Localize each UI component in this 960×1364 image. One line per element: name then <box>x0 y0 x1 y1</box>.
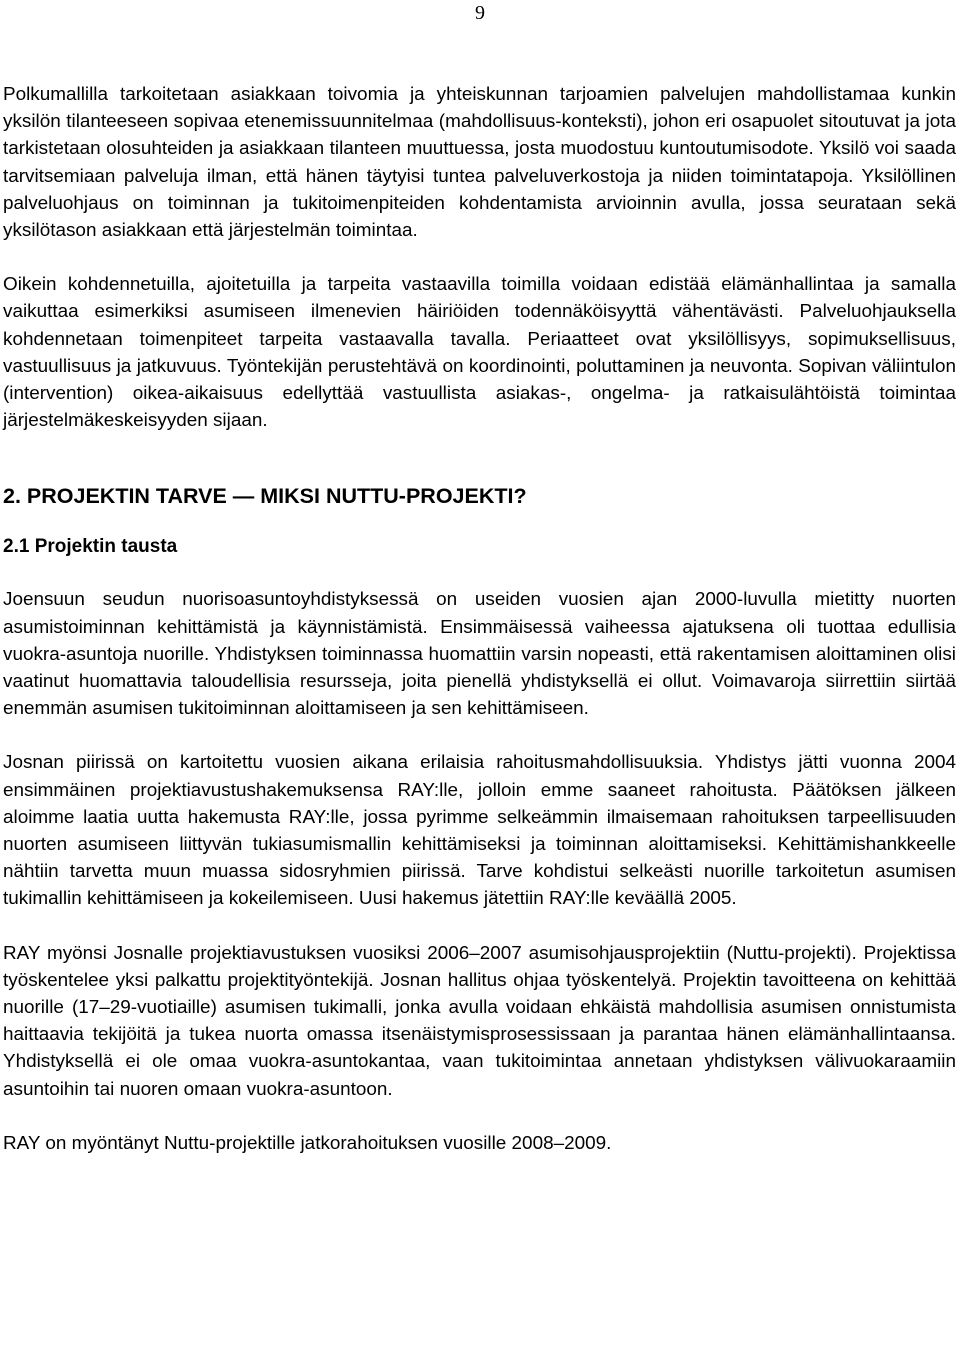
page-number: 9 <box>475 2 485 24</box>
section-heading: 2. PROJEKTIN TARVE — MIKSI NUTTU-PROJEKTI? <box>3 484 527 509</box>
paragraph-jatkorahoitus: RAY on myöntänyt Nuttu-projektille jatkorahoituksen vuosille 2008–2009. <box>3 1132 612 1154</box>
paragraph-joensuu: Joensuun seudun nuorisoasuntoyhdistyksessä on useiden vuosien ajan 2000-luvulla mietitty nuorten asumistoiminnan kehittämistä ja käynnistämistä. Ensimmäisessä vaiheessa ajatuksena oli tuottaa edullisia vuokra-asuntoja nuorille. Yhdistyksen toiminnassa huomattiin varsin nopeasti, että rakentamisen aloittaminen olisi vaatinut huomattavia taloudellisia resursseja, joita pienellä yhdistyksellä ei ollut. Voimavaroja siirrettiin siirtää enemmän asumisen tukitoiminnan aloittamiseen ja sen kehittämiseen. <box>3 589 956 720</box>
paragraph-polkumalli: Polkumallilla tarkoitetaan asiakkaan toivomia ja yhteiskunnan tarjoamien palvelujen mahdollistamaa kunkin yksilön tilanteeseen sopivaa etenemissuunnitelmaa (mahdollisuus-konteksti), johon eri osapuolet sitoutuvat ja jota tarkistetaan olosuhteiden ja asiakkaan tilanteen muuttuessa, josta muodostuu kuntoutumisodote. Yksilö voi saada tarvitsemiaan palveluja ilman, että hänen täytyisi tuntea palveluverkostoja ja niiden toimintatapoja. Yksilöllinen palveluohjaus on toiminnan ja tukitoimenpiteiden kohdentamista arvioinnin avulla, jossa seurataan sekä yksilötason asiakkaan että järjestelmän toimintaa. <box>3 84 956 242</box>
paragraph-ray-avustus: RAY myönsi Josnalle projektiavustuksen vuosiksi 2006–2007 asumisohjausprojektiin (Nuttu-projekti). Projektissa työskentelee yksi palkattu projektityöntekijä. Josnan hallitus ohjaa työskentelyä. Projektin tavoitteena on kehittää nuorille (17–29-vuotiaille) asumisen tukimalli, jonka avulla voidaan ehkäistä mahdollisia asumisen onnistumista haittaavia tekijöitä ja tukea nuorta omassa itsenäistymisprosessissaan ja parantaa hänen elämänhallintaansa. Yhdistyksellä ei ole omaa vuokra-asuntokantaa, vaan tukitoimintaa annetaan yhdistyksen välivuokaraamiin asuntoihin tai nuoren omaan vuokra-asuntoon. <box>3 942 956 1100</box>
document-body <box>3 81 956 1157</box>
subsection-heading: 2.1 Projektin tausta <box>3 536 178 558</box>
paragraph-kohdennetut-toimet: Oikein kohdennetuilla, ajoitetuilla ja tarpeita vastaavilla toimilla voidaan edistää elämänhallintaa ja samalla vaikuttaa esimerkiksi asumiseen ilmenevien häiriöiden todennäköisyyttä vähentävästi. Palveluohjauksella kohdennetaan toimenpiteet tarpeita vastaavalla tavalla. Periaatteet ovat yksilöllisyys, sopimuksellisuus, vastuullisuus ja jatkuvuus. Työntekijän perustehtävä on koordinointi, poluttaminen ja neuvonta. Sopivan väliintulon (intervention) oikea-aikaisuus edellyttää vastuullista asiakas-, ongelma- ja ratkaisulähtöistä toimintaa järjestelmäkeskeisyyden sijaan. <box>3 274 956 432</box>
paragraph-rahoitus: Josnan piirissä on kartoitettu vuosien aikana erilaisia rahoitusmahdollisuuksia. Yhdistys jätti vuonna 2004 ensimmäinen projektiavustushakemuksensa RAY:lle, jolloin emme saaneet rahoitusta. Päätöksen jälkeen aloimme laatia uutta hakemusta RAY:lle, jossa pyrimme selkeämmin ilmaisemaan rahoituksen tarpeellisuuden nuorten asumiseen liittyvän tukiasumismallin kehittämiseksi ja toiminnan aloittamiseksi. Kehittämishankkeelle nähtiin tarvetta muun muassa sidosryhmien piirissä. Tarve kohdistui selkeästi nuorille tarkoitetun asumisen tukimallin kehittämiseen ja kokeilemiseen. Uusi hakemus jätettiin RAY:lle keväällä 2005. <box>3 752 956 910</box>
